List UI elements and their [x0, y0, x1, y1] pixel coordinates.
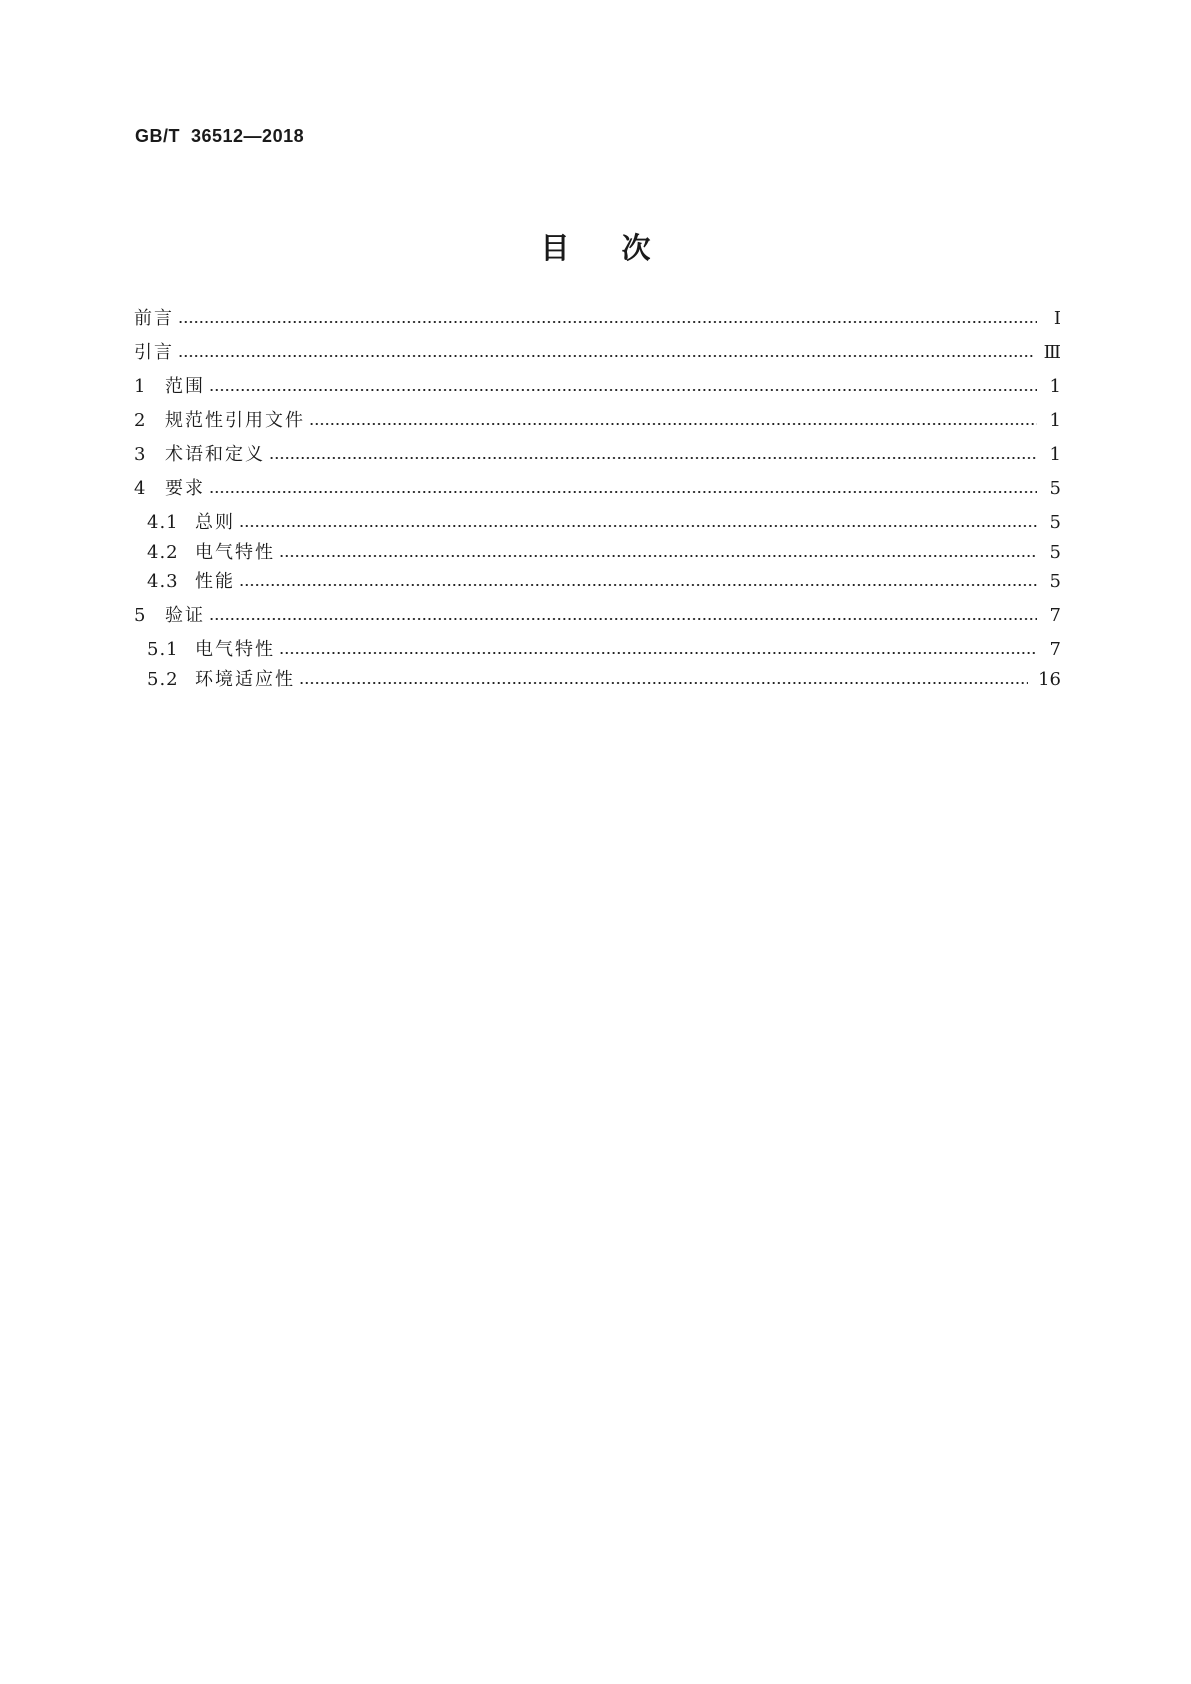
toc-entry-text: 要求	[165, 478, 205, 499]
toc-entry-performance[interactable]	[147, 569, 1061, 595]
toc-title: 目次	[540, 231, 703, 265]
toc-entry-scope[interactable]	[134, 374, 1061, 400]
toc-entry-text: 环境适应性	[195, 669, 295, 690]
dot-leader	[239, 523, 1037, 529]
document-code: GB/T 36512—2018	[135, 126, 305, 146]
toc-entry-text: 规范性引用文件	[165, 410, 305, 431]
toc-entry-number: 4.1	[147, 512, 179, 533]
toc-entry-number: 4.3	[147, 571, 179, 592]
toc-entry-number: 5.2	[147, 669, 179, 690]
toc-entry-page: Ⅲ	[1043, 342, 1061, 363]
toc-entry-general[interactable]	[147, 510, 1061, 536]
dot-leader	[209, 387, 1037, 393]
dot-leader	[299, 680, 1028, 686]
toc-entry-text: 总则	[195, 512, 235, 533]
dot-leader	[178, 319, 1037, 325]
dot-leader	[279, 650, 1037, 656]
toc-entry-introduction[interactable]	[134, 340, 1061, 366]
toc-entry-text: 范围	[165, 376, 205, 397]
toc-entry-text: 引言	[134, 342, 174, 363]
dot-leader	[309, 421, 1037, 427]
dot-leader	[209, 616, 1037, 622]
toc-entry-number: 4.2	[147, 542, 179, 563]
toc-entry-number: 3	[134, 444, 147, 465]
toc-entry-requirements[interactable]	[134, 476, 1061, 502]
toc-entry-page: 5	[1049, 512, 1061, 533]
toc-entry-text: 电气特性	[195, 639, 275, 660]
toc-entry-normative-references[interactable]	[134, 408, 1061, 434]
toc-entry-page: 16	[1038, 669, 1061, 690]
toc-entry-foreword[interactable]	[134, 306, 1061, 332]
toc-entry-number: 5.1	[147, 639, 179, 660]
dot-leader	[178, 353, 1034, 359]
toc-entry-text: 性能	[195, 571, 235, 592]
toc-entry-text: 前言	[134, 308, 174, 329]
toc-entry-page: 1	[1049, 444, 1061, 465]
toc-entry-number: 4	[134, 478, 147, 499]
toc-entry-page: 1	[1049, 376, 1061, 397]
toc-entry-page: Ⅰ	[1053, 308, 1061, 329]
toc-entry-terms-definitions[interactable]	[134, 442, 1061, 468]
dot-leader	[269, 455, 1037, 461]
toc-entry-number: 5	[134, 605, 147, 626]
toc-entry-page: 5	[1049, 478, 1061, 499]
toc-entry-text: 术语和定义	[165, 444, 265, 465]
toc-entry-text: 电气特性	[195, 542, 275, 563]
toc-entry-page: 7	[1049, 639, 1061, 660]
dot-leader	[209, 489, 1037, 495]
toc-entry-page: 5	[1049, 571, 1061, 592]
dot-leader	[239, 582, 1037, 588]
toc-entry-text: 验证	[165, 605, 205, 626]
toc-entry-verification-electrical[interactable]	[147, 637, 1061, 663]
toc-entry-electrical-characteristics[interactable]	[147, 540, 1061, 566]
toc-entry-verification[interactable]	[134, 603, 1061, 629]
toc-entry-number: 2	[134, 410, 147, 431]
toc-entry-page: 1	[1049, 410, 1061, 431]
toc-entry-environmental-adaptability[interactable]	[147, 667, 1061, 693]
toc-entry-number: 1	[134, 376, 147, 397]
toc-entry-page: 5	[1049, 542, 1061, 563]
toc-entry-page: 7	[1049, 605, 1061, 626]
dot-leader	[279, 553, 1037, 559]
